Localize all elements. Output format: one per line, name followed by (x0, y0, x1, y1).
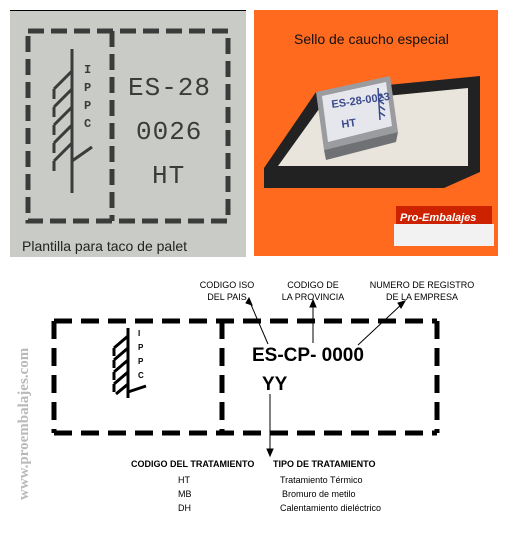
stencil-line-3: HT (152, 161, 186, 191)
svg-text:C: C (84, 117, 92, 131)
svg-text:P: P (84, 81, 92, 95)
legend-row-code: HT (178, 475, 190, 485)
brand-label: Pro-Embalajes (400, 212, 477, 224)
legend-row-code: DH (178, 503, 191, 513)
svg-text:P: P (84, 99, 92, 113)
stamp-text-1: ES-28-0023 (330, 90, 391, 111)
legend-row-type: Calentamiento dieléctrico (280, 503, 382, 513)
svg-text:P: P (138, 357, 144, 366)
legend-row-code: MB (178, 489, 192, 499)
label-iso-line1: CODIGO ISO (199, 280, 255, 290)
stamp-title: Sello de caucho especial (294, 31, 449, 47)
legend-row-type: Bromuro de metilo (282, 489, 356, 499)
code-line-2: YY (262, 374, 288, 395)
label-registry-line2: DE LA EMPRESA (385, 292, 459, 302)
diagram-ippc-i: I (138, 329, 141, 338)
svg-text:C: C (138, 371, 144, 380)
label-province-line2: LA PROVINCIA (281, 292, 345, 302)
legend-header-type: TIPO DE TRATAMIENTO (273, 459, 376, 469)
stencil-line-1: ES-28 (128, 73, 212, 103)
label-province-line1: CODIGO DE (287, 280, 339, 290)
stencil-line-2: 0026 (136, 117, 203, 147)
stencil-caption: Plantilla para taco de palet (22, 238, 187, 254)
label-iso-code (184, 279, 270, 303)
stencil-ippc-i: I (84, 63, 92, 77)
svg-text:P: P (138, 343, 144, 352)
label-registry-line1: NUMERO DE REGISTRO (369, 280, 475, 290)
label-registry-number (362, 279, 482, 303)
stamp-text-2: HT (340, 117, 357, 131)
watermark-text: www.proembalajes.com (16, 347, 32, 500)
legend-header-code: CODIGO DEL TRATAMIENTO (131, 459, 255, 469)
label-iso-line2: DEL PAIS (207, 292, 247, 302)
code-line-1: ES-CP- 0000 (252, 345, 364, 366)
legend-row-type: Tratamiento Térmico (280, 475, 363, 485)
label-province-code (270, 279, 356, 303)
